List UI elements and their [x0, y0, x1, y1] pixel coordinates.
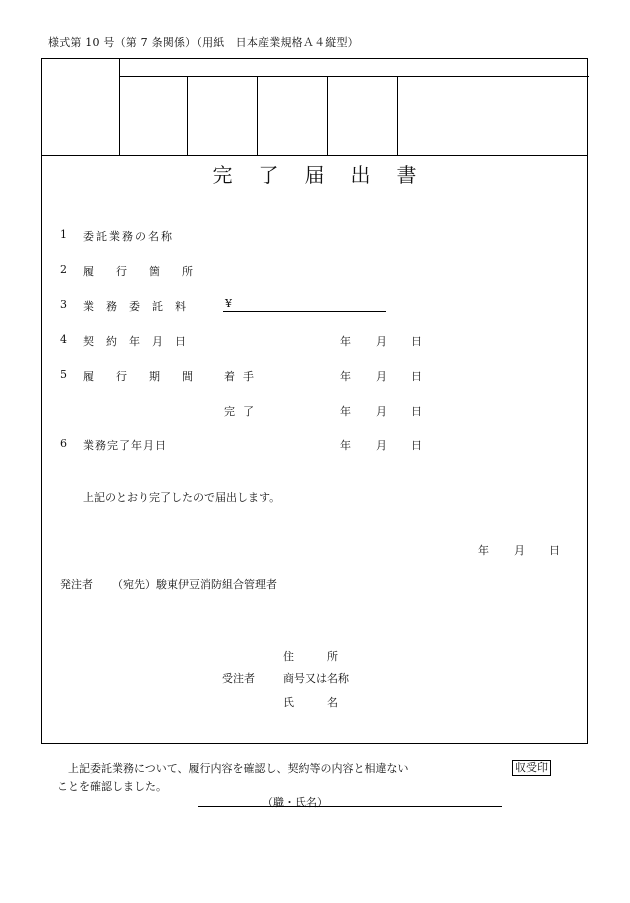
month-unit: 月: [376, 405, 387, 418]
period-start-label: 着手: [224, 370, 262, 383]
year-unit: 年: [340, 405, 351, 418]
item-number: 1: [60, 228, 67, 241]
form-title: 完了届出書: [212, 163, 443, 187]
approval-stamp-grid: [42, 59, 587, 156]
item-number: 4: [60, 333, 67, 346]
signature-line[interactable]: [198, 806, 502, 807]
period-end-label: 完了: [224, 405, 262, 418]
contractor-company-label: 商号又は名称: [283, 672, 349, 685]
day-unit: 日: [411, 335, 422, 348]
grid-divider: [119, 59, 120, 156]
month-unit: 月: [376, 439, 387, 452]
contractor-name-label: 氏 名: [283, 696, 338, 709]
confirmation-text-line2: ことを確認しました。: [57, 780, 167, 793]
item-label-fee: 業務委託料: [83, 300, 198, 313]
day-unit: 日: [549, 544, 560, 557]
grid-divider: [119, 76, 589, 77]
item-label-period: 履行期間: [83, 370, 215, 383]
orderer-addressee: （宛先）駿東伊豆消防組合管理者: [112, 578, 277, 591]
item-number: 2: [60, 263, 67, 276]
submission-statement: 上記のとおり完了したので届出します。: [83, 491, 281, 504]
year-unit: 年: [340, 439, 351, 452]
form-number-note: 様式第 10 号（第 7 条関係）（用紙 日本産業規格Ａ４縦型）: [48, 36, 359, 49]
item-label-contract-date: 契約年月日: [83, 335, 198, 348]
confirmation-text-line1: 上記委託業務について、履行内容を確認し、契約等の内容と相違ない: [68, 762, 409, 775]
grid-divider: [397, 76, 398, 156]
orderer-label: 発注者: [60, 578, 93, 591]
day-unit: 日: [411, 405, 422, 418]
item-label-location: 履行箇所: [83, 265, 215, 278]
day-unit: 日: [411, 439, 422, 452]
year-unit: 年: [340, 370, 351, 383]
grid-divider: [327, 76, 328, 156]
fee-amount-field[interactable]: ¥: [223, 297, 386, 312]
signature-caption: （職・氏名）: [262, 796, 328, 809]
month-unit: 月: [376, 370, 387, 383]
year-unit: 年: [478, 544, 489, 557]
day-unit: 日: [411, 370, 422, 383]
contractor-address-label: 住 所: [283, 650, 338, 663]
year-unit: 年: [340, 335, 351, 348]
form-frame: [41, 58, 588, 744]
item-label-business-name: 委託業務の名称: [83, 230, 174, 243]
item-number: 5: [60, 368, 67, 381]
grid-divider: [257, 76, 258, 156]
grid-divider: [187, 76, 188, 156]
item-number: 6: [60, 437, 67, 450]
item-label-completion-date: 業務完了年月日: [83, 439, 167, 452]
month-unit: 月: [514, 544, 525, 557]
receipt-stamp-box: 収受印: [512, 760, 551, 776]
item-number: 3: [60, 298, 67, 311]
contractor-label: 受注者: [222, 672, 255, 685]
month-unit: 月: [376, 335, 387, 348]
